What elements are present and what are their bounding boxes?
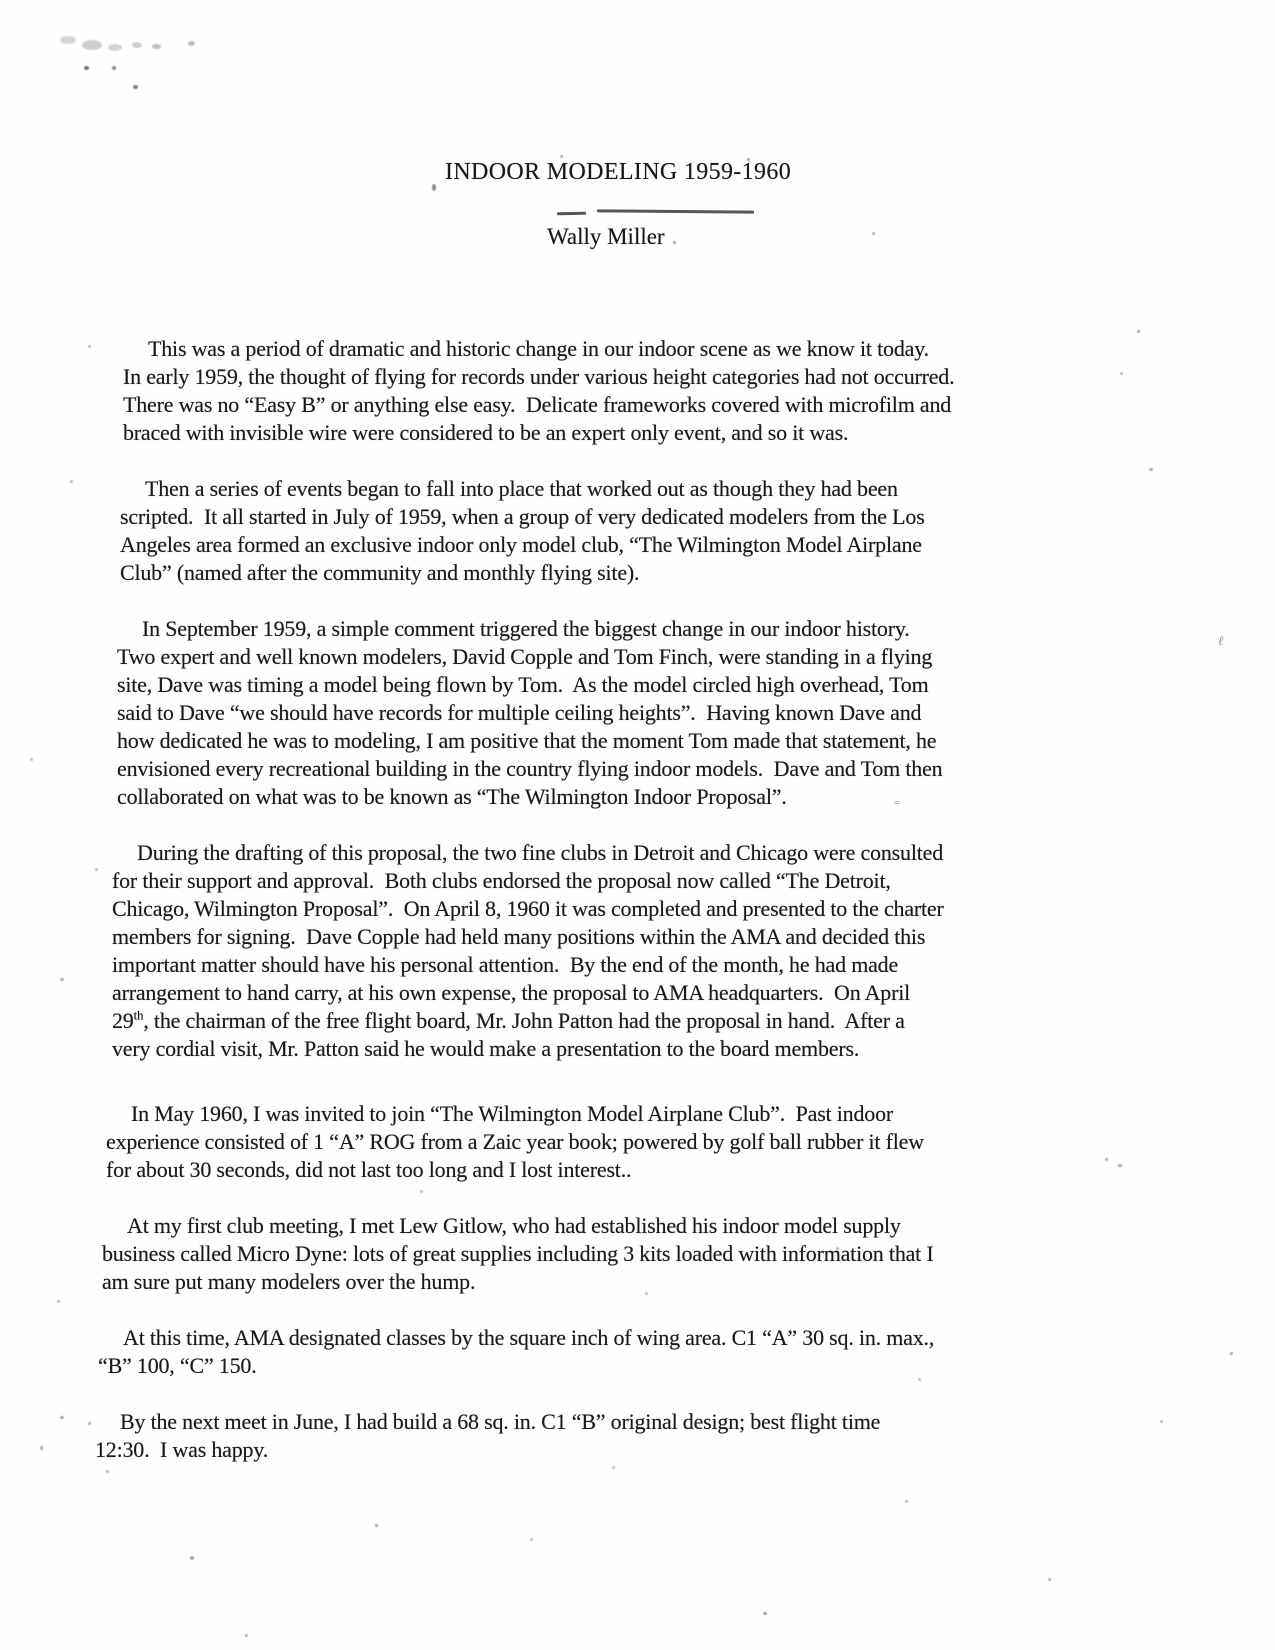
scan-speck (245, 1634, 248, 1637)
paragraph (117, 615, 942, 811)
scan-speck (60, 36, 76, 44)
scan-speck (747, 158, 750, 161)
scan-speck (673, 241, 676, 244)
scan-speck (872, 232, 875, 235)
scan-speck (82, 40, 102, 50)
text-line: This was a period of dramatic and historic change in our indoor scene as we know it today. (148, 336, 929, 361)
text-line: Then a series of events began to fall into place that worked out as though they had been (145, 476, 898, 501)
paragraph (102, 1212, 934, 1296)
text-line: envisioned every recreational building in the country flying indoor models. Dave and Tom then (117, 756, 943, 781)
text-line: In May 1960, I was invited to join “The Wilmington Model Airplane Club”. Past indoor (131, 1101, 894, 1126)
scan-speck (84, 66, 89, 70)
scan-speck (1105, 1158, 1108, 1161)
text-line: Two expert and well known modelers, David Copple and Tom Finch, were standing in a flying (117, 644, 933, 669)
text-line: members for signing. Dave Copple had held many positions within the AMA and decided this (112, 924, 926, 949)
scan-speck (1120, 372, 1123, 375)
scan-speck (420, 1190, 423, 1193)
text-line: During the drafting of this proposal, the two fine clubs in Detroit and Chicago were consulted (137, 840, 944, 865)
scan-speck (530, 1538, 533, 1541)
scan-speck: = (893, 797, 901, 809)
text-line: 29th, the chairman of the free flight board, Mr. John Patton had the proposal in hand. After a (112, 1007, 905, 1033)
text-line: experience consisted of 1 “A” ROG from a Zaic year book; powered by golf ball rubber it flew (106, 1129, 924, 1154)
text-line: for about 30 seconds, did not last too long and I lost interest.. (106, 1157, 632, 1182)
scan-speck (133, 85, 138, 89)
scan-speck: ℓ (1218, 633, 1224, 648)
scan-speck (60, 1416, 64, 1419)
scan-speck (1118, 1164, 1122, 1167)
scan-speck (1137, 330, 1140, 333)
scan-speck (1160, 1420, 1163, 1423)
scan-speck (1048, 1578, 1051, 1581)
text-line: braced with invisible wire were considered to be an expert only event, and so it was. (123, 420, 849, 445)
scan-speck (1149, 468, 1153, 471)
text-line: 12:30. I was happy. (95, 1437, 268, 1462)
text-line: In September 1959, a simple comment triggered the biggest change in our indoor history. (142, 616, 910, 641)
scan-speck (190, 1556, 194, 1560)
text-line: scripted. It all started in July of 1959, when a group of very dedicated modelers from the Los (120, 504, 925, 529)
text-line: Angeles area formed an exclusive indoor only model club, “The Wilmington Model Airplane (120, 532, 922, 557)
paragraph (106, 1100, 924, 1184)
scan-speck (88, 345, 91, 348)
paragraph (112, 839, 944, 1063)
text-line: By the next meet in June, I had build a 68 sq. in. C1 “B” original design; best flight time (120, 1409, 881, 1434)
scan-speck (30, 758, 33, 761)
paragraph (98, 1324, 934, 1380)
text-line: Chicago, Wilmington Proposal”. On April 8, 1960 it was completed and presented to the charter (112, 896, 944, 921)
title-underline-dash (557, 212, 586, 215)
scan-speck (108, 44, 122, 51)
paragraph (95, 1408, 880, 1464)
scan-speck (70, 480, 73, 483)
text-line: site, Dave was timing a model being flown by Tom. As the model circled high overhead, Tom (117, 672, 929, 697)
document-title: INDOOR MODELING 1959-1960 (445, 159, 792, 185)
scan-speck (375, 1524, 378, 1527)
scan-speck (88, 1422, 91, 1425)
text-line: collaborated on what was to be known as “The Wilmington Indoor Proposal”. (117, 784, 787, 809)
text-line: for their support and approval. Both clubs endorsed the proposal now called “The Detroit, (112, 868, 891, 893)
title-underline (597, 209, 754, 213)
scan-speck (95, 868, 98, 871)
scan-speck (763, 1612, 767, 1615)
scan-speck (612, 1466, 615, 1469)
text-line: business called Micro Dyne: lots of great supplies including 3 kits loaded with information that I (102, 1241, 934, 1266)
text-line: Club” (named after the community and monthly flying site). (120, 560, 640, 585)
text-line: At this time, AMA designated classes by the square inch of wing area. C1 “A” 30 sq. in. max., (123, 1325, 935, 1350)
paragraph (120, 475, 925, 587)
scan-speck (112, 66, 116, 70)
scan-speck (432, 184, 436, 191)
scan-speck (132, 42, 142, 48)
text-line: arrangement to hand carry, at his own expense, the proposal to AMA headquarters. On April (112, 980, 911, 1005)
scan-speck (1230, 1352, 1233, 1355)
scan-speck (836, 1247, 839, 1250)
scan-speck (918, 1378, 921, 1381)
scan-speck (60, 978, 64, 981)
text-line: At my first club meeting, I met Lew Gitlow, who had established his indoor model supply (127, 1213, 901, 1238)
scan-speck (560, 155, 563, 158)
text-line: said to Dave “we should have records for multiple ceiling heights”. Having known Dave and (117, 700, 922, 725)
document-author: Wally Miller (547, 224, 665, 249)
scan-speck (106, 1470, 109, 1473)
scan-speck (645, 1292, 648, 1295)
scan-speck (40, 1446, 43, 1450)
scan-speck (188, 41, 195, 46)
scan-speck (57, 1300, 60, 1303)
text-line: There was no “Easy B” or anything else easy. Delicate frameworks covered with microfilm and (123, 392, 952, 417)
text-line: how dedicated he was to modeling, I am positive that the moment Tom made that statement, he (117, 728, 937, 753)
text-line: “B” 100, “C” 150. (98, 1353, 257, 1378)
paragraph (123, 335, 954, 447)
text-line: very cordial visit, Mr. Patton said he would make a presentation to the board members. (112, 1036, 860, 1061)
scan-speck (905, 1500, 908, 1503)
scan-speck (152, 44, 161, 49)
text-line: In early 1959, the thought of flying for records under various height categories had not occurred. (123, 364, 955, 389)
text-line: important matter should have his personal attention. By the end of the month, he had made (112, 952, 899, 977)
text-line: am sure put many modelers over the hump. (102, 1269, 476, 1294)
